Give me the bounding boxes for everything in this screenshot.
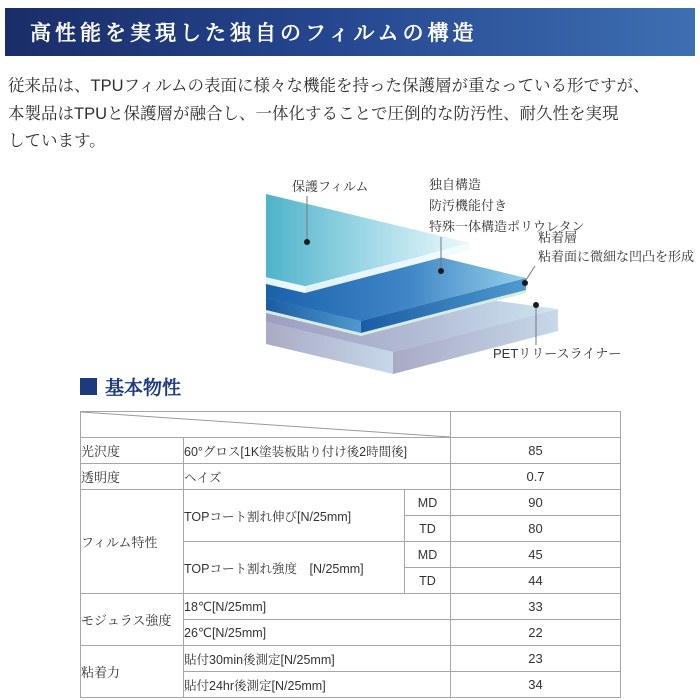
- structure-label-line-3: 特殊一体構造ポリウレタン: [429, 219, 585, 234]
- value-cell: 85: [451, 438, 621, 464]
- adhesive-label-line-2: 粘着面に微細な凹凸を形成: [538, 249, 695, 264]
- property-cell: フィルム特性: [81, 490, 184, 594]
- intro-paragraph: [8, 73, 650, 156]
- value-cell: 22: [451, 620, 621, 646]
- table-row: [81, 646, 621, 672]
- film-structure-diagram: [180, 165, 700, 395]
- direction-cell: MD: [405, 490, 451, 516]
- structure-label-line-1: 独自構造: [429, 177, 482, 192]
- protective-film-label: 保護フィルム: [292, 179, 369, 194]
- adhesive-label-line-1: 粘着層: [538, 230, 578, 245]
- spec-cell: 26℃[N/25mm]: [184, 620, 451, 646]
- spec-cell: 貼付24hr後測定[N/25mm]: [184, 672, 451, 698]
- square-bullet-icon: [80, 378, 97, 395]
- value-cell: 44: [451, 568, 621, 594]
- direction-cell: MD: [405, 542, 451, 568]
- property-cell: 粘着力: [81, 646, 184, 698]
- table-row: [81, 438, 621, 464]
- table-row: [81, 464, 621, 490]
- table-row: [81, 594, 621, 620]
- section-title-text: 基本物性: [105, 378, 182, 399]
- value-cell: 34: [451, 672, 621, 698]
- diagonal-header-cell: [81, 412, 451, 438]
- value-cell: 0.7: [451, 464, 621, 490]
- callout-dot: [304, 239, 310, 245]
- layer-stack-illustration: [180, 165, 700, 395]
- value-cell: 80: [451, 516, 621, 542]
- liner-label: PETリリースライナー: [493, 346, 622, 361]
- section-header-bar: [5, 8, 695, 56]
- callout-dot: [522, 280, 528, 286]
- callout-dot: [533, 302, 539, 308]
- property-cell: 透明度: [81, 464, 184, 490]
- property-cell: モジュラス強度: [81, 594, 184, 646]
- product-header-cell: ECHELON Headlight PPF: [451, 412, 621, 438]
- direction-cell: TD: [405, 516, 451, 542]
- intro-line: 本製品はTPUと保護層が融合し、一体化することで圧倒的な防汚性、耐久性を実現: [8, 104, 619, 123]
- properties-table: [80, 411, 621, 698]
- spec-cell: 貼付30min後測定[N/25mm]: [184, 646, 451, 672]
- structure-label-line-2: 防汚機能付き: [429, 198, 508, 213]
- property-cell: 光沢度: [81, 438, 184, 464]
- direction-cell: TD: [405, 568, 451, 594]
- callout-dot: [438, 268, 444, 274]
- callout-line: [526, 266, 535, 280]
- value-cell: 45: [451, 542, 621, 568]
- diagonal-line: [81, 412, 450, 437]
- table-header-row: [81, 412, 621, 438]
- table-row: [81, 490, 621, 516]
- intro-line: 従来品は、TPUフィルムの表面に様々な機能を持った保護層が重なっている形ですが、: [8, 77, 650, 95]
- spec-cell: 60°グロス[1K塗装板貼り付け後2時間後]: [184, 438, 451, 464]
- section-title: [80, 373, 181, 400]
- value-cell: 90: [451, 490, 621, 516]
- spec-cell: TOPコート割れ強度 [N/25mm]: [184, 542, 405, 594]
- value-cell: 23: [451, 646, 621, 672]
- spec-cell: 18℃[N/25mm]: [184, 594, 451, 620]
- spec-cell: ヘイズ: [184, 464, 451, 490]
- value-cell: 33: [451, 594, 621, 620]
- intro-line: しています。: [8, 132, 106, 150]
- spec-cell: TOPコート割れ伸び[N/25mm]: [184, 490, 405, 542]
- page-title: 高性能を実現した独自のフィルムの構造: [30, 21, 478, 45]
